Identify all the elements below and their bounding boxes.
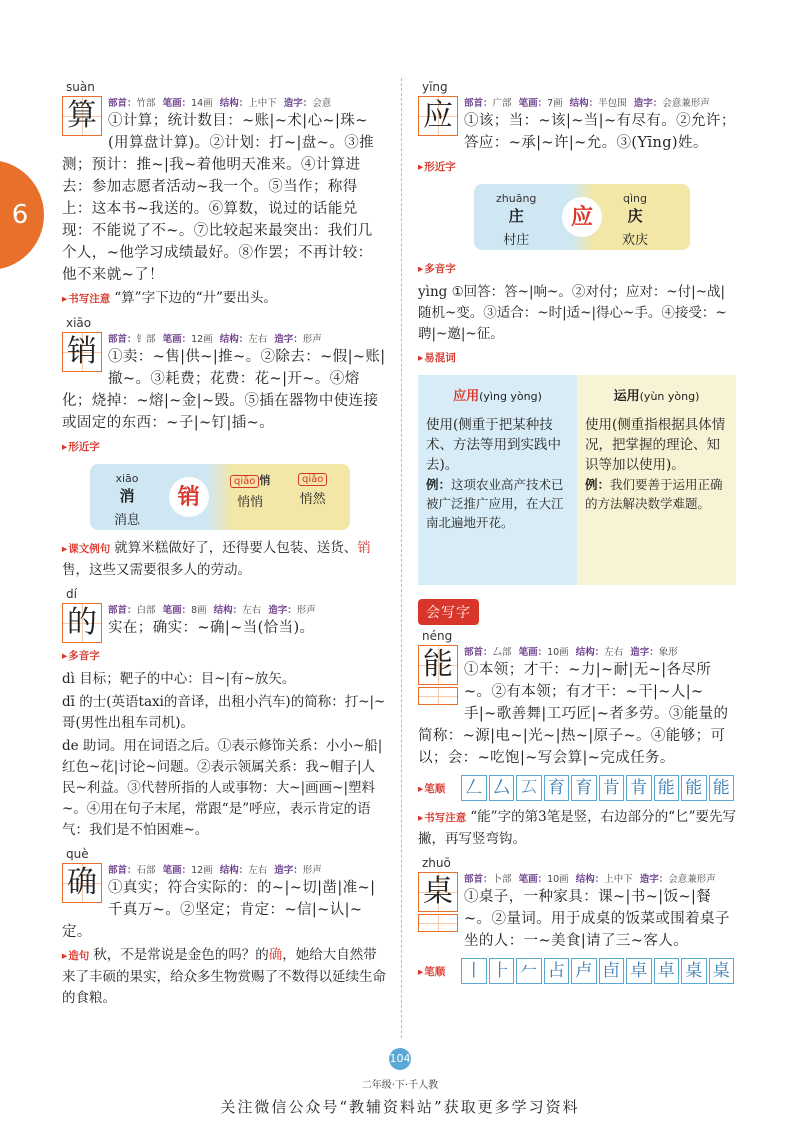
meta-line: 部首：钅部 笔画：12画 结构：左右 造字：形声: [108, 334, 322, 345]
writing-grid: [418, 645, 458, 707]
stroke-order: ▸ 笔顺 𠃋 厶 𠫔 育 育 肯 肯 能 能 能: [418, 775, 736, 801]
stroke-step: 能: [654, 775, 679, 801]
practice-grid: [418, 687, 458, 705]
stroke-step: 桌: [681, 958, 706, 984]
make-sentence: ▸ 造句 秋，不是常说是金色的吗？的确，她给大自然带来了丰硕的果实，给众多生物赏赐了不数得以延续生命的食粮。: [62, 945, 387, 1009]
panel-right: 运用(yùn yòng) 使用(侧重指根据具体情况，把掌握的理论、知识等加以使用)。 例：我们要善于运用正确的方法解决数学难题。: [577, 375, 736, 585]
entry-xiao: [62, 316, 387, 581]
grade-line: 二年级·下·千人教: [361, 1080, 439, 1091]
pinyin: xiāo: [66, 316, 92, 330]
compare-right: qiǎo 悄然: [299, 474, 326, 507]
compare-mid: qiāo 悄 悄悄: [230, 472, 270, 510]
stroke-step: 卣: [599, 958, 624, 984]
polyphone-item: de 助词。用在词语之后。①表示修饰关系：小小~船|红色~花|讨论~问题。②表示领属关系：我~帽子|人民~利益。③代替所指的人或事物：大~|画画~|塑料~。④用在句子末尾，常跟“是”呼应，表示肯定的语气：我们是不怕困难~。: [62, 738, 383, 838]
char-box: 销: [62, 332, 102, 372]
confusable-label: ▸ 易混词: [418, 347, 736, 369]
similar-compare: [90, 464, 350, 530]
confusable-panel: [418, 375, 736, 585]
pinyin: què: [66, 847, 89, 861]
char-box: 应: [418, 96, 458, 136]
meta-line: 部首：白部 笔画：8画 结构：左右 造字：形声: [108, 605, 316, 616]
chapter-tab: 6: [0, 160, 44, 270]
writing-note: ▸ 书写注意 “能”字的第3笔是竖，右边部分的“匕”要先写撇，再写竖弯钩。: [418, 807, 736, 850]
stroke-step: 丨: [461, 958, 486, 984]
entry-suan: [62, 80, 387, 310]
stroke-step: 桌: [709, 958, 734, 984]
pinyin: néng: [422, 629, 453, 643]
definition: ①桌子，一种家具：课~|书~|饭~|餐~。②量词。用于成桌的饭菜或围着桌子坐的人：一~美食|请了三~客人。: [464, 889, 730, 949]
compare-right: qìng 庆 欢庆: [622, 192, 649, 248]
compare-left: xiāo 消 消息: [114, 472, 141, 528]
stroke-step: 育: [544, 775, 569, 801]
stroke-step: 𠃋: [461, 775, 486, 801]
writing-note: ▸ 书写注意 “算”字下边的“廾”要出头。: [62, 288, 387, 310]
column-divider: [401, 78, 402, 1038]
stroke-step: 𠫔: [516, 775, 541, 801]
char-box: 能: [418, 645, 458, 685]
section-title: 会写字: [418, 599, 479, 625]
left-column: [62, 80, 387, 1013]
stroke-step: 肯: [626, 775, 651, 801]
char-box: 桌: [418, 872, 458, 912]
char-box: 的: [62, 603, 102, 643]
stroke-step: 卓: [654, 958, 679, 984]
meta-line: 部首：竹部 笔画：14画 结构：上中下 造字：会意: [108, 98, 332, 109]
meta-line: 部首：广部 笔画：7画 结构：半包围 造字：会意兼形声: [464, 98, 710, 109]
entry-zhuo: [418, 856, 736, 984]
example-sentence: ▸ 课文例句 就算米糕做好了，还得要人包装、送货、销售，这些又需要很多人的劳动。: [62, 538, 387, 581]
polyphone-label: ▸ 多音字: [62, 645, 387, 667]
stroke-step: ⺊: [489, 958, 514, 984]
pinyin: suàn: [66, 80, 95, 94]
stroke-order: ▸ 笔顺 丨 ⺊ 𠂉 占 卢 卣 卓 卓 桌 桌: [418, 958, 736, 984]
practice-grid: [418, 914, 458, 932]
polyphone-item: dì 目标；靶子的中心：目~|有~放矢。: [62, 671, 296, 687]
stroke-step: 育: [571, 775, 596, 801]
similar-compare: [474, 184, 690, 250]
definition: ①本领；才干：~力|~耐|无~|各尽所~。②有本领；有才干：~干|~人|~手|~歌善舞|工巧匠|~者多劳。③能量的简称：~源|电~|光~|热~|原子~。④能够；可以；会：~吃饱|~写会算|~完成任务。: [418, 662, 729, 766]
similar-label: ▸ 形近字: [418, 156, 736, 178]
entry-ying: [418, 80, 736, 585]
definition: ①真实；符合实际的：的~|~切|凿|准~|千真万~。②坚定；肯定：~信|~认|~定。: [62, 880, 376, 940]
stroke-step: 肯: [599, 775, 624, 801]
meta-line: 部首：石部 笔画：12画 结构：左右 造字：形声: [108, 865, 322, 876]
promo-line: 关注微信公众号“教辅资料站”获取更多学习资料: [220, 1098, 580, 1116]
stroke-step: 占: [544, 958, 569, 984]
definition: ①该；当：~该|~当|~有尽有。②允许；答应：~承|~许|~允。③(Yīng)姓。: [464, 113, 736, 151]
polyphone-item: yìng ①回答：答~|响~。②对付；应对：~付|~战|随机~变。③适合：~时|适~|得心~手。④接受：~聘|~邀|~征。: [418, 284, 727, 342]
char-box: 算: [62, 96, 102, 136]
pinyin: yīng: [422, 80, 448, 94]
stroke-step: 卢: [571, 958, 596, 984]
pinyin: dí: [66, 587, 77, 601]
entry-que: [62, 847, 387, 1009]
stroke-step: 厶: [489, 775, 514, 801]
stroke-step: 卓: [626, 958, 651, 984]
compare-left: zhuāng 庄 村庄: [496, 192, 537, 248]
right-column: [418, 80, 736, 990]
page-number: 104: [389, 1048, 411, 1070]
stroke-step: 𠂉: [516, 958, 541, 984]
polyphone-label: ▸ 多音字: [418, 258, 736, 280]
meta-line: 部首：厶部 笔画：10画 结构：左右 造字：象形: [464, 647, 678, 658]
pinyin: zhuō: [422, 856, 451, 870]
meta-line: 部首：卜部 笔画：10画 结构：上中下 造字：会意兼形声: [464, 874, 716, 885]
compare-center: 销: [169, 477, 209, 517]
entry-di: [62, 587, 387, 841]
char-box: 确: [62, 863, 102, 903]
definition: ①卖：~售|供~|推~。②除去：~假|~账|撤~。③耗费；花费：花~|开~。④熔化；烧掉：~熔|~金|~毁。⑤插在器物中使连接或固定的东西：~子|~钉|插~。: [62, 349, 386, 431]
definition: 实在；确实：~确|~当(恰当)。: [108, 620, 315, 636]
writing-grid: [418, 872, 458, 934]
entry-neng: [418, 629, 736, 850]
compare-center: 应: [562, 197, 602, 237]
polyphone-item: dī 的士(英语taxi的音译，出租小汽车)的简称：打~|~哥(男性出租车司机)。: [62, 694, 386, 731]
stroke-step: 能: [709, 775, 734, 801]
panel-left: 应用(yìng yòng) 使用(侧重于把某种技术、方法等用到实践中去)。 例：这项农业高产技术已被广泛推广应用，在大江南北遍地开花。: [418, 375, 577, 585]
similar-label: ▸ 形近字: [62, 436, 387, 458]
definition: ①计算；统计数目：~账|~术|心~|珠~(用算盘计算)。②计划：打~|盘~。③推测；预计：推~|我~着他明天准来。④计算进去：参加志愿者活动~我一个。⑤当作；称得上：这本书~我送的。⑥算数，说过的话能兑现：不能说了不~。⑦比较起来最突出：我们几个人，~他学习成绩最好。⑧作罢；不再计较：他不来就~了！: [62, 113, 374, 283]
stroke-step: 能: [681, 775, 706, 801]
